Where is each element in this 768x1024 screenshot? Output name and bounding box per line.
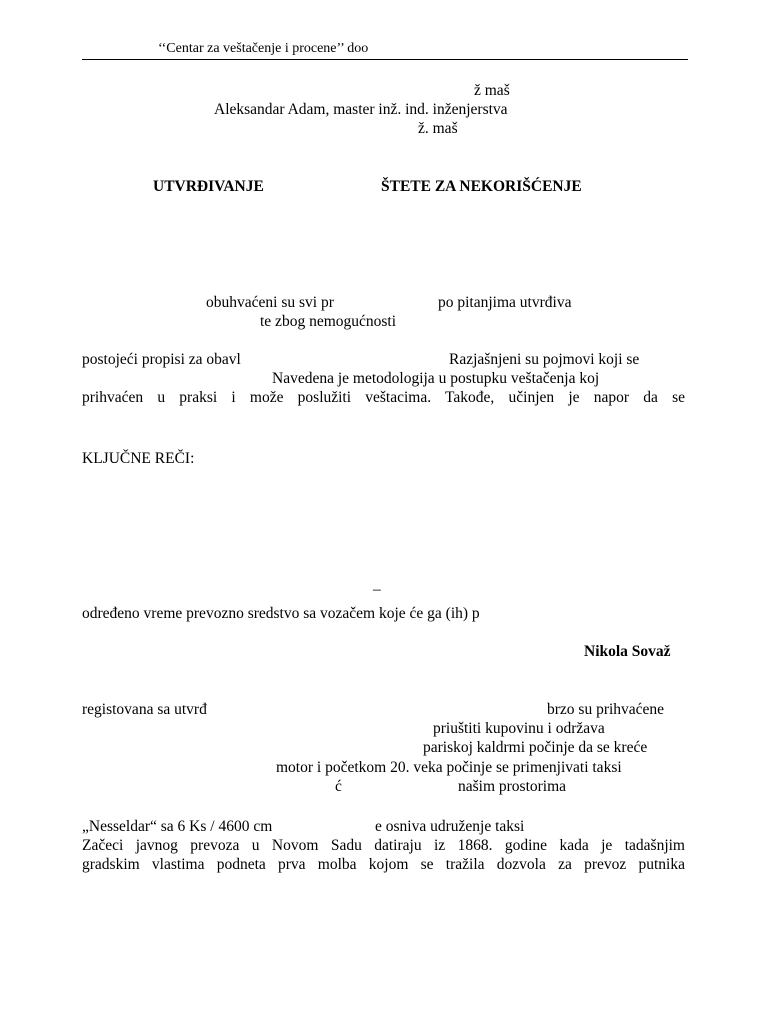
history-line-5b: našim prostorima — [458, 778, 567, 795]
abstract-line-4: Navedena je metodologija u postupku veštačenja koj — [272, 370, 600, 387]
history-line-3: pariskoj kaldrmi počinje da se kreće — [423, 739, 648, 756]
author-line-1: ž maš — [474, 82, 510, 99]
header-rule — [82, 59, 688, 60]
dash: – — [373, 581, 381, 598]
signature-name: Nikola Sovaž — [584, 643, 671, 660]
author-line-3: ž. maš — [418, 120, 458, 137]
history-line-1b: brzo su prihvaćene — [547, 701, 665, 718]
history-line-4: motor i početkom 20. veka počinje se primenjivati taksi — [276, 759, 622, 776]
abstract-line-5: prihvaćen u praksi i može poslužiti veštacima. Takođe, učinjen je napor da se — [82, 389, 685, 406]
nesseldar-line-1b: e osniva udruženje taksi — [375, 818, 525, 835]
nesseldar-line-1a: „Nesseldar“ sa 6 Ks / 4600 cm — [82, 818, 273, 835]
history-line-1a: registovana sa utvrđ — [82, 701, 207, 718]
title-right: ŠTETE ZA NEKORIŠĆENJE — [381, 178, 582, 195]
author-name: Aleksandar Adam, master inž. ind. inženjerstva — [214, 101, 508, 118]
nesseldar-line-3: gradskim vlastima podneta prva molba kojom se tražila dozvola za prevoz putnika — [82, 856, 685, 873]
abstract-line-1b: po pitanjima utvrđiva — [438, 294, 572, 311]
keywords-label: KLJUČNE REČI: — [82, 450, 195, 467]
abstract-line-2: te zbog nemogućnosti — [260, 313, 397, 330]
abstract-line-3b: Razjašnjeni su pojmovi koji se — [449, 351, 640, 368]
history-line-2: priuštiti kupovinu i održava — [433, 720, 605, 737]
abstract-line-1a: obuhvaćeni su svi pr — [206, 294, 334, 311]
title-left: UTVRĐIVANJE — [153, 178, 264, 195]
header-company: ‘‘Centar za veštačenje i procene’’ doo — [158, 41, 369, 56]
nesseldar-line-2: Začeci javnog prevoza u Novom Sadu datiraju iz 1868. godine kada je tadašnjim — [82, 837, 685, 854]
definition-line: određeno vreme prevozno sredstvo sa vozačem koje će ga (ih) p — [82, 605, 480, 622]
abstract-line-3a: postojeći propisi za obavl — [82, 351, 241, 368]
history-line-5a: ć — [335, 778, 342, 795]
